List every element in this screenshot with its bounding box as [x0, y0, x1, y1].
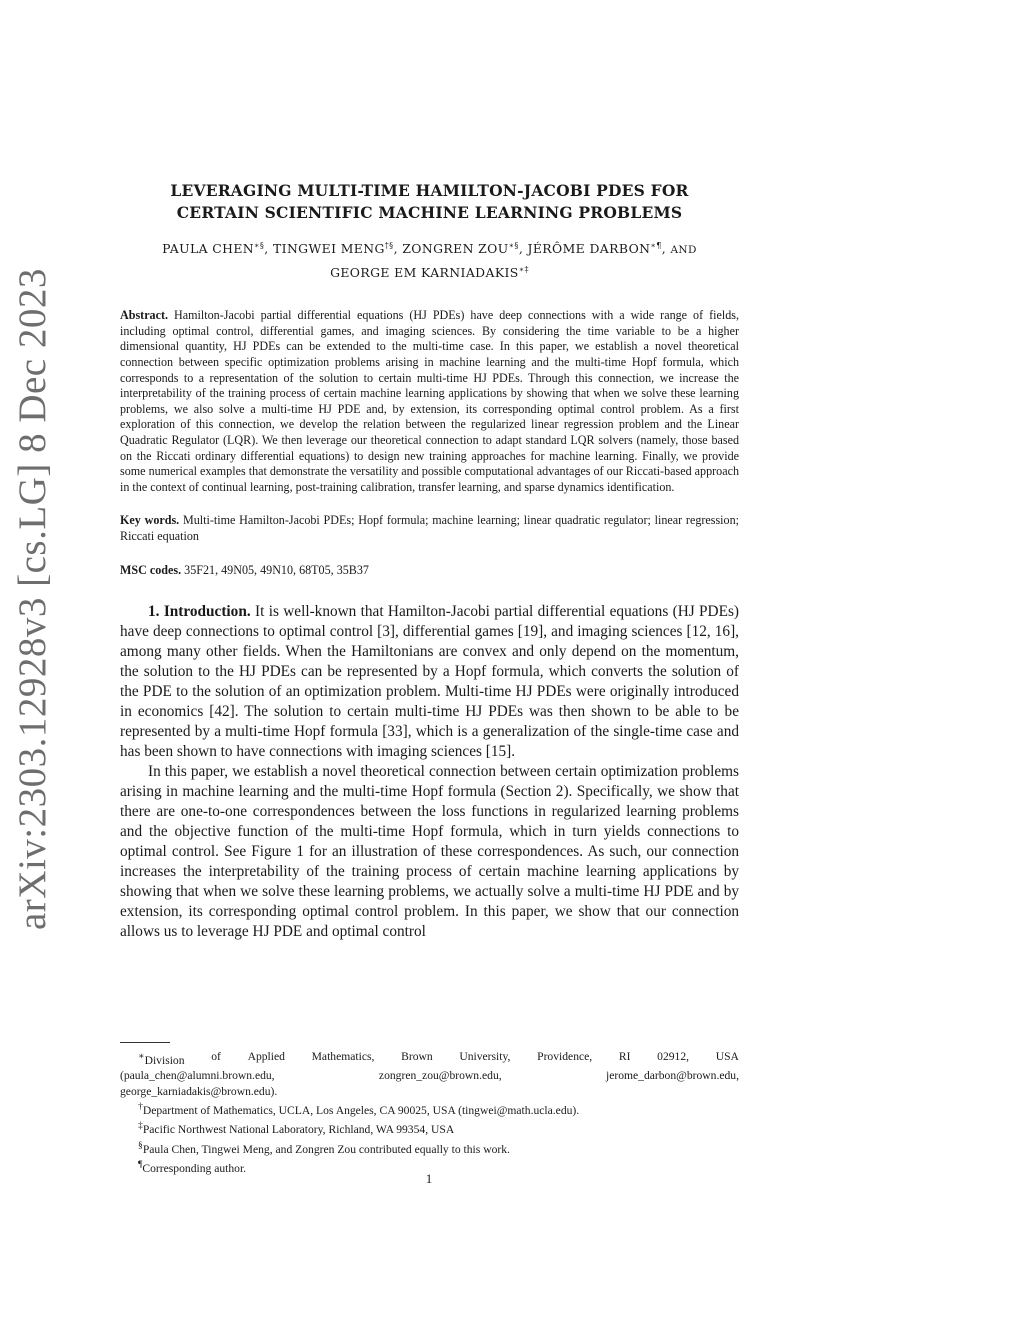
msc-text: 35F21, 49N05, 49N10, 68T05, 35B37 — [184, 562, 369, 577]
title-line-1: LEVERAGING MULTI-TIME HAMILTON-JACOBI PDES FOR — [170, 181, 689, 200]
email-link[interactable]: george_karniadakis@brown.edu). — [120, 1084, 278, 1098]
section-heading: 1. Introduction. — [148, 603, 251, 621]
footnote-word: USA — [715, 1050, 739, 1063]
author-name: PAULA CHEN — [162, 241, 255, 257]
footnote-line — [120, 1049, 739, 1068]
author-name: TINGWEI MENG — [272, 241, 385, 257]
footnote-word: Division — [144, 1053, 185, 1067]
footnotes — [120, 1042, 739, 1176]
abstract — [120, 308, 739, 495]
footnote-rule — [120, 1042, 170, 1043]
title-line-2: CERTAIN SCIENTIFIC MACHINE LEARNING PROBLEMS — [176, 203, 683, 222]
msc-label: MSC codes. — [120, 562, 182, 577]
footnote-line — [120, 1068, 739, 1083]
footnote-mark: ‡ — [138, 1120, 143, 1132]
footnote-word: of — [211, 1050, 221, 1063]
footnote-3 — [120, 1118, 739, 1137]
footnote-text: Department of Mathematics, UCLA, Los Angeles, CA 90025, USA (tingwei@math.ucla.edu). — [142, 1103, 580, 1117]
footnote-word: Providence, — [537, 1050, 593, 1063]
footnote-word: RI — [618, 1050, 631, 1063]
page-number: 1 — [425, 1171, 433, 1186]
author-name: JÉRÔME DARBON — [527, 241, 651, 257]
abstract-text: Hamilton-Jacobi partial differential equations (HJ PDEs) have deep connections with a wide range of fields, including optimal control, differential games, and imaging sciences. By considering the time variable to be a higher dimensional quantity, HJ PDEs can be extended to the multi-time case. In this paper, we establish a novel theoretical connection between specific optimization problems arising in machine learning and the multi-time Hopf formula, which corresponds to a representation of the solution to certain multi-time HJ PDEs. Through this connection, we increase the interpretability of the training process of certain machine learning applications by showing that when we solve these learning problems, we also solve a multi-time HJ PDE and, by extension, its corresponding optimal control problem. As a first exploration of this connection, we develop the relation between the regularized linear regression problem and the Linear Quadratic Regulator (LQR). We then leverage our theoretical connection to adapt standard LQR solvers (namely, those based on the Riccati ordinary differential equations) to design new training approaches for machine learning. Finally, we provide some numerical examples that demonstrate the versatility and possible computational advantages of our Riccati-based approach in the context of continual learning, post-training calibration, transfer learning, and sparse dynamics identification. — [120, 308, 739, 494]
author-name: GEORGE EM KARNIADAKIS — [330, 265, 519, 281]
author-conjunction: AND — [670, 244, 697, 257]
footnote-4 — [120, 1138, 739, 1157]
author-affiliation-marks: ∗§ — [254, 241, 265, 250]
keywords-text: Multi-time Hamilton-Jacobi PDEs; Hopf formula; machine learning; linear quadratic regulator; linear regression; Riccati equation — [120, 513, 739, 543]
author-list: PAULA CHEN∗§, TINGWEI MENG†§, ZONGREN ZOU∗§, JÉRÔME DARBON∗¶, AND GEORGE EM KARNIADAKIS∗‡ — [162, 241, 697, 281]
footnote-word: Brown — [401, 1050, 433, 1063]
author-affiliation-marks: ∗‡ — [518, 265, 529, 275]
email-link[interactable]: jerome_darbon@brown.edu, — [605, 1069, 739, 1083]
email-link[interactable]: zongren_zou@brown.edu, — [378, 1069, 502, 1083]
introduction-section — [120, 602, 739, 942]
paper-page — [120, 180, 739, 942]
author-name: ZONGREN ZOU — [402, 241, 509, 257]
footnote-text: Corresponding author. — [142, 1161, 247, 1175]
arxiv-identifier: arXiv:2303.12928v3 [cs.LG] 8 Dec 2023 — [11, 268, 54, 930]
footnote-text: Pacific Northwest National Laboratory, Richland, WA 99354, USA — [142, 1123, 455, 1137]
footnote-mark: † — [138, 1101, 143, 1113]
paper-title — [120, 180, 739, 224]
footnote-mark: ¶ — [138, 1158, 143, 1170]
msc-codes — [120, 563, 739, 579]
footnote-mark: § — [138, 1139, 143, 1151]
abstract-label: Abstract. — [120, 308, 169, 323]
footnote-line — [120, 1084, 739, 1099]
intro-paragraph-2 — [120, 762, 739, 942]
footnote-mark: ∗ — [138, 1051, 145, 1062]
footnote-text: Paula Chen, Tingwei Meng, and Zongren Zou contributed equally to this work. — [142, 1142, 510, 1156]
footnote-word: 02912, — [657, 1050, 690, 1063]
keywords — [120, 513, 739, 544]
author-affiliation-marks: †§ — [384, 241, 394, 250]
intro-paragraph-1 — [120, 602, 739, 762]
footnote-word: Mathematics, — [311, 1050, 375, 1063]
paragraph-text: It is well-known that Hamilton-Jacobi partial differential equations (HJ PDEs) have deep connections to optimal control [3], differential games [19], and imaging sciences [12, 16], among many other fields. When the Hamiltonians are convex and only depend on the momentum, the solution to the HJ PDEs can be represented by a Hopf formula, which converts the solution of the PDE to the solution of an optimization problem. Multi-time HJ PDEs were originally introduced in economics [42]. The solution to certain multi-time HJ PDEs was then shown to be able to be represented by a multi-time Hopf formula [33], which is a generalization of the single-time case and has been shown to have connections with imaging sciences [15]. — [120, 603, 739, 761]
author-affiliation-marks: ∗¶ — [650, 241, 662, 250]
paragraph-text: In this paper, we establish a novel theoretical connection between certain optimization problems arising in machine learning and the multi-time Hopf formula (Section 2). Specifically, we show that there are one-to-one correspondences between the loss functions in regularized learning problems and the objective function of the multi-time Hopf formula, which in turn yields connections to optimal control. See Figure 1 for an illustration of these correspondences. As such, our connection increases the interpretability of the training process of certain machine learning applications by showing that when we solve these learning problems, we actually solve a multi-time HJ PDE and by extension, its corresponding optimal control problem. In this paper, we show that our connection allows us to leverage HJ PDE and optimal control — [120, 763, 739, 941]
footnote-2 — [120, 1099, 739, 1118]
keywords-label: Key words. — [120, 513, 180, 528]
author-affiliation-marks: ∗§ — [508, 241, 519, 250]
email-link[interactable]: (paula_chen@alumni.brown.edu, — [120, 1069, 275, 1083]
footnote-word: University, — [459, 1050, 511, 1063]
footnote-word: Applied — [247, 1050, 285, 1063]
footnote-1 — [120, 1049, 739, 1099]
